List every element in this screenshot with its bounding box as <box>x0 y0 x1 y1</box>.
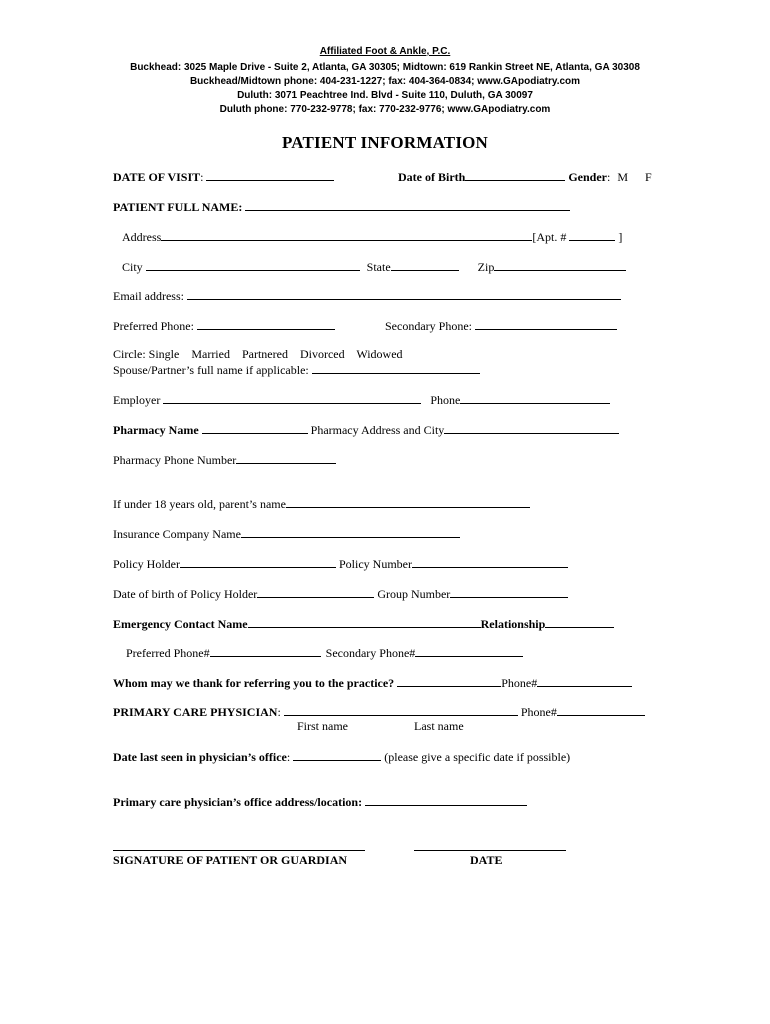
spouse-name-field[interactable] <box>312 362 480 374</box>
patient-full-name-label: PATIENT FULL NAME: <box>113 200 243 214</box>
date-last-seen-row: Date last seen in physician’s office: (please give a specific date if possible) <box>113 750 571 764</box>
spouse-name-label: Spouse/Partner’s full name if applicable: <box>113 363 309 377</box>
date-signed-field[interactable] <box>414 850 566 851</box>
page-title: PATIENT INFORMATION <box>281 133 489 152</box>
city-label: City <box>122 260 143 274</box>
zip-field[interactable] <box>494 259 626 271</box>
emergency-row <box>113 616 614 631</box>
pcp-phone-field[interactable] <box>557 704 645 716</box>
parent-name-field[interactable] <box>286 496 530 508</box>
state-label: State <box>366 260 391 274</box>
pharmacy-row <box>113 422 619 437</box>
pcp-label: PRIMARY CARE PHYSICIAN <box>113 705 278 719</box>
parent-row <box>113 496 530 511</box>
pharmacy-address-label: Pharmacy Address and City <box>310 423 445 437</box>
patient-full-name-field[interactable] <box>245 199 570 211</box>
referral-phone-label: Phone# <box>501 676 538 690</box>
date-signed-label: DATE <box>470 853 503 867</box>
date-of-visit-field[interactable] <box>206 169 334 181</box>
emergency-contact-label: Emergency Contact Name <box>113 617 248 631</box>
date-last-seen-hint: (please give a specific date if possible) <box>384 750 571 764</box>
insurance-company-label: Insurance Company Name <box>113 527 241 541</box>
email-field[interactable] <box>187 288 621 300</box>
marital-status-options[interactable]: Circle: Single Married Partnered Divorced Widowed <box>113 347 403 361</box>
pharmacy-phone-field[interactable] <box>236 452 336 464</box>
gender-f-option[interactable]: F <box>645 170 652 184</box>
preferred-phone-label: Preferred Phone: <box>113 319 194 333</box>
employer-label: Employer <box>113 393 161 407</box>
zip-label: Zip <box>477 260 495 274</box>
employer-row <box>113 392 610 407</box>
policy-row <box>113 556 568 571</box>
pcp-row: PRIMARY CARE PHYSICIAN: Phone# <box>113 704 645 719</box>
employer-phone-field[interactable] <box>460 392 610 404</box>
city-field[interactable] <box>146 259 360 271</box>
pharmacy-address-field[interactable] <box>444 422 619 434</box>
apt-field[interactable] <box>569 229 615 241</box>
relationship-label: Relationship <box>480 617 546 631</box>
phone-row <box>113 318 335 333</box>
secondary-phone-row <box>385 318 617 333</box>
header-phone-line-2: Duluth phone: 770-232-9778; fax: 770-232-9776; www.GApodiatry.com <box>219 104 551 115</box>
address-row <box>122 229 622 244</box>
emergency-secondary-phone-label: Secondary Phone# <box>325 646 416 660</box>
date-of-birth-row: Date of Birth Gender: M F <box>398 170 652 184</box>
secondary-phone-field[interactable] <box>475 318 617 330</box>
city-row <box>122 259 626 274</box>
header-address-line-2: Duluth: 3071 Peachtree Ind. Blvd - Suite 110, Duluth, GA 30097 <box>237 90 533 101</box>
email-label: Email address: <box>113 289 184 303</box>
emergency-phone-row <box>126 645 523 660</box>
preferred-phone-field[interactable] <box>197 318 335 330</box>
practice-name: Affiliated Foot & Ankle, P.C. <box>319 46 451 57</box>
emergency-preferred-phone-field[interactable] <box>210 645 321 657</box>
header-address-line-1: Buckhead: 3025 Maple Drive - Suite 2, Atlanta, GA 30305; Midtown: 619 Rankin Street NE, Atlanta, GA 30308 <box>130 62 640 73</box>
relationship-field[interactable] <box>545 616 614 628</box>
date-last-seen-field[interactable] <box>293 749 381 761</box>
insurance-row <box>113 526 460 541</box>
patient-name-row <box>113 199 570 214</box>
emergency-preferred-phone-label: Preferred Phone# <box>126 646 210 660</box>
apt-bracket: ] <box>618 230 623 244</box>
policy-number-label: Policy Number <box>339 557 412 571</box>
dob-policy-holder-label: Date of birth of Policy Holder <box>113 587 258 601</box>
pcp-first-name-caption: First name <box>297 719 348 733</box>
employer-phone-label: Phone <box>430 393 461 407</box>
pcp-phone-label: Phone# <box>520 705 557 719</box>
pcp-last-name-caption: Last name <box>414 719 464 733</box>
pcp-address-row <box>113 794 527 809</box>
pharmacy-phone-label: Pharmacy Phone Number <box>113 453 237 467</box>
pcp-name-field[interactable] <box>284 704 518 716</box>
header-phone-line-1: Buckhead/Midtown phone: 404-231-1227; fax: 404-364-0834; www.GApodiatry.com <box>189 76 581 87</box>
group-number-field[interactable] <box>450 586 568 598</box>
pcp-address-field[interactable] <box>365 794 527 806</box>
referral-phone-field[interactable] <box>537 675 632 687</box>
signature-label: SIGNATURE OF PATIENT OR GUARDIAN <box>113 853 348 867</box>
policy-holder-label: Policy Holder <box>113 557 180 571</box>
date-of-birth-field[interactable] <box>465 169 565 181</box>
address-field[interactable] <box>161 229 532 241</box>
pcp-address-label: Primary care physician’s office address/location: <box>113 795 363 809</box>
address-label: Address <box>122 230 162 244</box>
date-of-visit-row: DATE OF VISIT: <box>113 169 334 184</box>
pharmacy-name-label: Pharmacy Name <box>113 423 199 437</box>
group-number-label: Group Number <box>377 587 451 601</box>
emergency-secondary-phone-field[interactable] <box>415 645 523 657</box>
date-of-visit-label: DATE OF VISIT <box>113 170 201 184</box>
secondary-phone-label: Secondary Phone: <box>385 319 472 333</box>
pharmacy-phone-row <box>113 452 336 467</box>
employer-field[interactable] <box>163 392 421 404</box>
date-last-seen-label: Date last seen in physician’s office <box>113 750 287 764</box>
spouse-row <box>113 362 480 377</box>
apt-label: [Apt. # <box>532 230 567 244</box>
referral-row <box>113 675 632 690</box>
emergency-contact-field[interactable] <box>248 616 481 628</box>
email-row <box>113 288 621 303</box>
group-row <box>113 586 568 601</box>
insurance-company-field[interactable] <box>241 526 460 538</box>
state-field[interactable] <box>391 259 459 271</box>
date-of-birth-label: Date of Birth <box>398 170 466 184</box>
policy-number-field[interactable] <box>412 556 568 568</box>
referral-field[interactable] <box>397 675 501 687</box>
policy-holder-field[interactable] <box>180 556 336 568</box>
signature-field[interactable] <box>113 850 365 851</box>
parent-name-label: If under 18 years old, parent’s name <box>113 497 286 511</box>
referral-label: Whom may we thank for referring you to the practice? <box>113 676 395 690</box>
dob-policy-holder-field[interactable] <box>257 586 374 598</box>
pharmacy-name-field[interactable] <box>202 422 308 434</box>
gender-label: Gender <box>568 170 607 184</box>
gender-m-option[interactable]: M <box>617 170 629 184</box>
